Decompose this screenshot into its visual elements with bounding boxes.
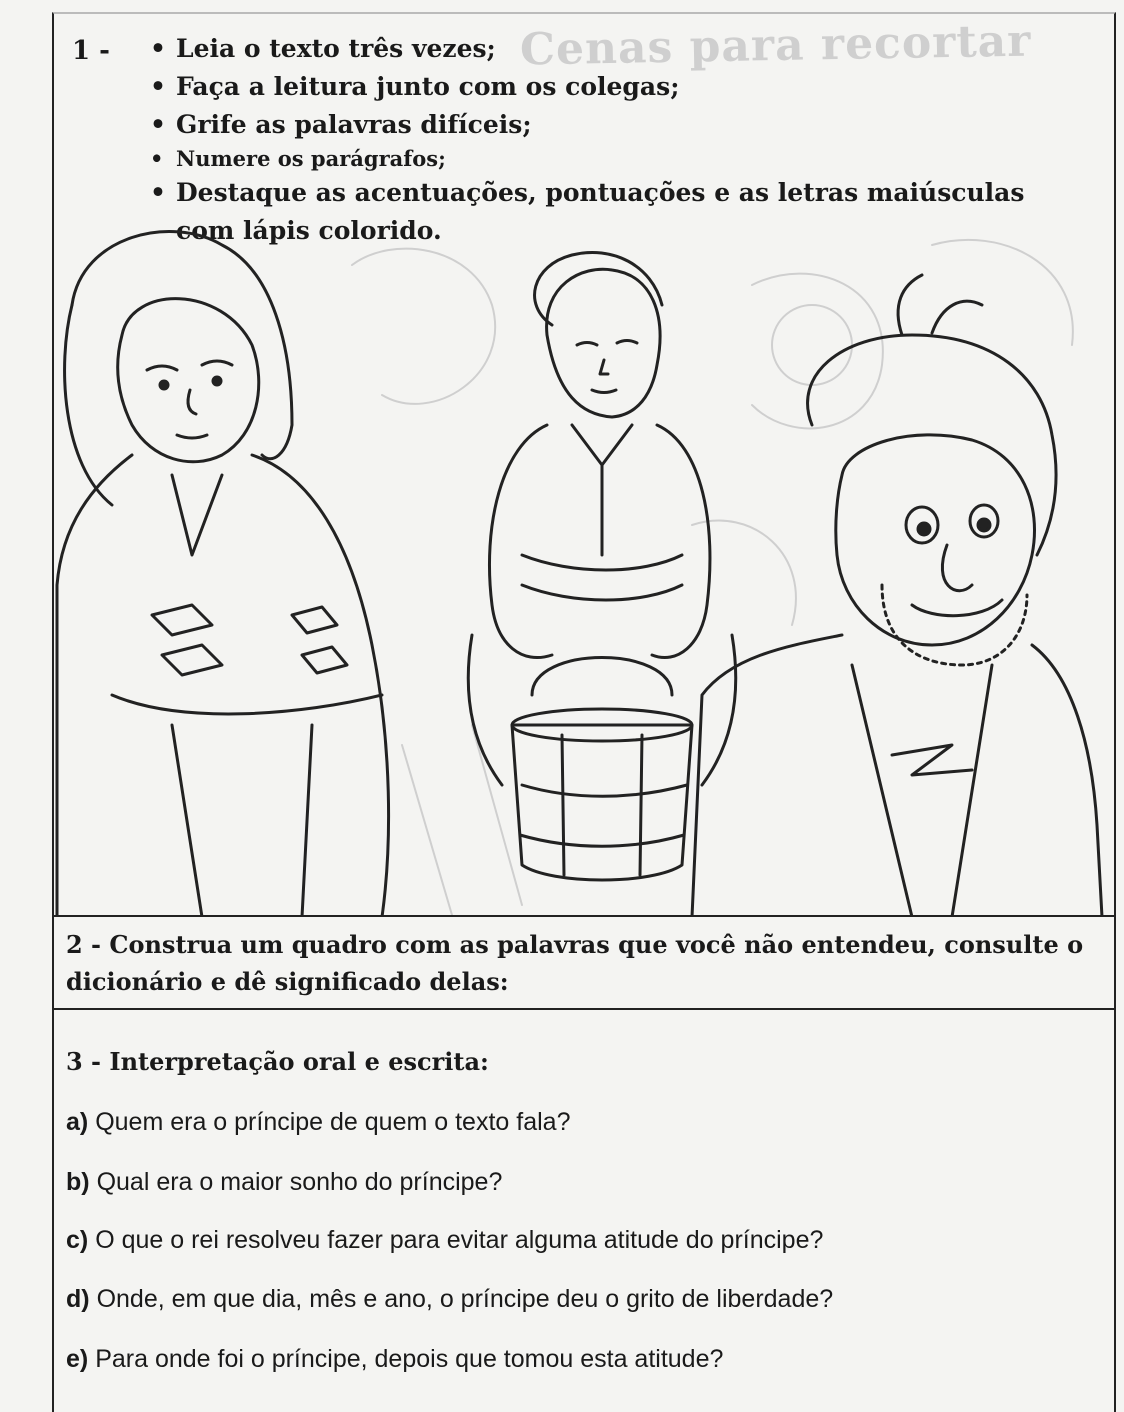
question-text: Qual era o maior sonho do príncipe?	[96, 1168, 503, 1196]
question-letter: b)	[66, 1168, 90, 1196]
question-letter: d)	[66, 1285, 90, 1313]
question-e	[66, 1345, 723, 1374]
exercise-1-instructions	[150, 30, 1070, 250]
question-text: Quem era o príncipe de quem o texto fala?	[95, 1108, 571, 1136]
exercise-3-title: 3 - Interpretação oral e escrita:	[66, 1047, 489, 1076]
question-c	[66, 1226, 823, 1255]
instruction-item: • Faça a leitura junto com os colegas;	[150, 68, 1070, 106]
characters-illustration	[52, 225, 1116, 917]
question-letter: e)	[66, 1345, 89, 1373]
old-man-figure	[692, 275, 1102, 917]
question-a	[66, 1108, 570, 1137]
exercise-2-instruction: 2 - Construa um quadro com as palavras que você não entendeu, consulte o dicionário e dê significado delas:	[66, 930, 1084, 996]
question-d	[66, 1285, 833, 1314]
divider-line	[52, 1008, 1116, 1010]
background-watermark: Cenas para recortar	[519, 15, 1032, 76]
question-b	[66, 1168, 502, 1197]
divider-line	[52, 915, 1116, 917]
instruction-item: • Destaque as acentuações, pontuações e as letras maiúsculas com lápis colorido.	[150, 174, 1070, 250]
question-text: O que o rei resolveu fazer para evitar alguma atitude do príncipe?	[95, 1226, 824, 1254]
question-text: Para onde foi o príncipe, depois que tomou esta atitude?	[95, 1345, 724, 1373]
instruction-item: • Leia o texto três vezes;	[150, 30, 1070, 68]
woman-figure	[468, 252, 736, 880]
instruction-item: • Numere os parágrafos;	[150, 144, 1070, 174]
question-text: Onde, em que dia, mês e ano, o príncipe deu o grito de liberdade?	[96, 1285, 834, 1313]
exercise-1-number: 1 -	[72, 36, 110, 66]
prince-figure	[57, 232, 389, 918]
instruction-item: • Grife as palavras difíceis;	[150, 106, 1070, 144]
question-letter: c)	[66, 1226, 89, 1254]
question-letter: a)	[66, 1108, 89, 1136]
